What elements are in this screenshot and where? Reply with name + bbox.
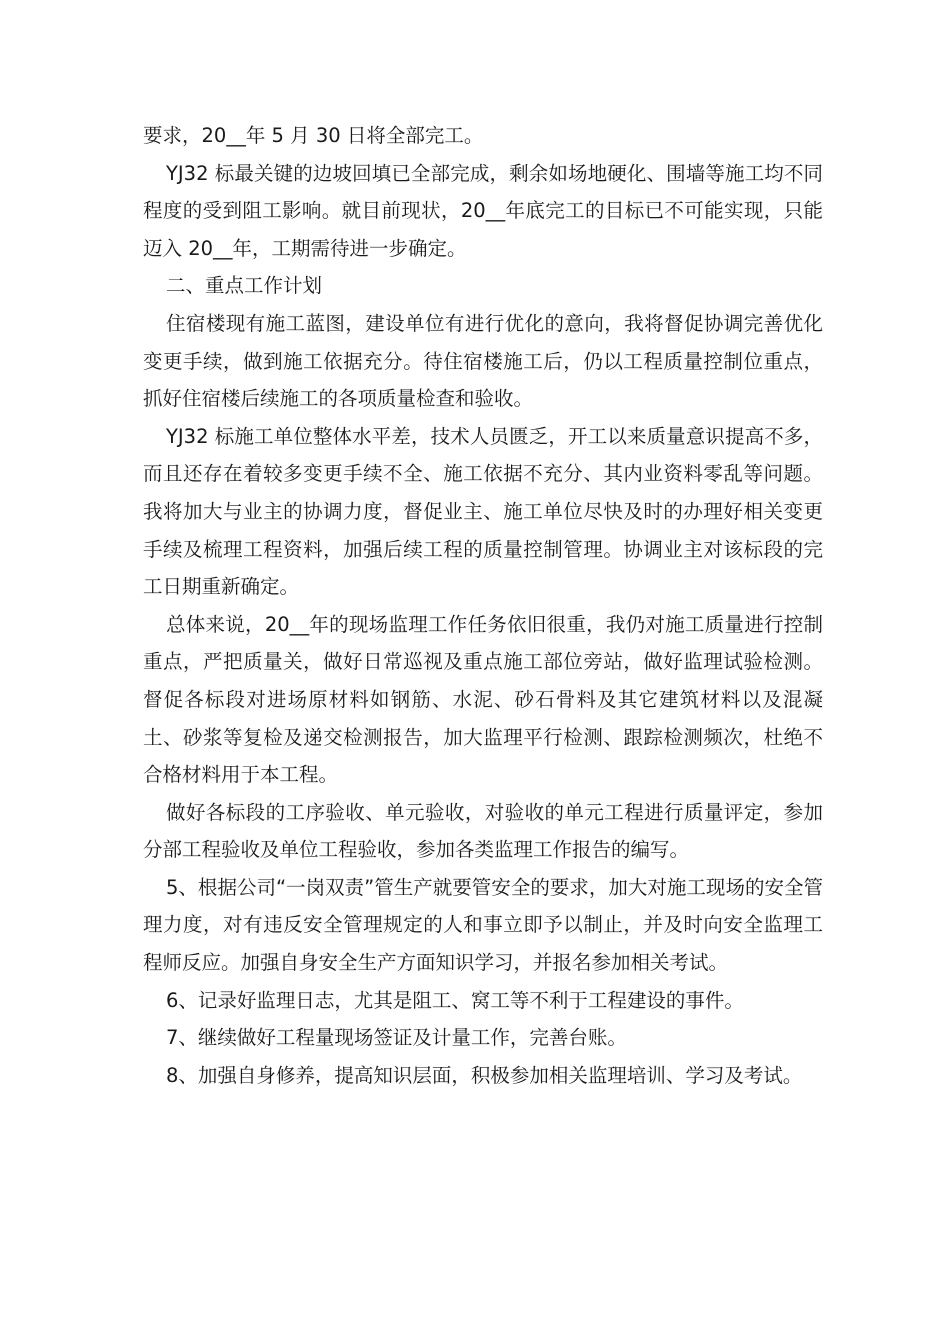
paragraph-4: YJ32 标施工单位整体水平差，技术人员匮乏，开工以来质量意识提高不多，而且还存在着较多变更手续不全、施工依据不充分、其内业资料零乱等问题。我将加大与业主的协调力度，督促业主、施工单位尽快及时的办理好相关变更手续及梳理工程资料，加强后续工程的质量控制管理。协调业主对该标段的完工日期重新确定。 bbox=[143, 424, 823, 599]
paragraph-8: 6、记录好监理日志，尤其是阻工、窝工等不利于工程建设的事件。 bbox=[166, 988, 744, 1012]
paragraph-5: 总体来说，20__年的现场监理工作任务依旧很重，我仍对施工质量进行控制重点，严把质量关，做好日常巡视及重点施工部位旁站，做好监理试验检测。督促各标段对进场原材料如钢筋、水泥、砂石骨料及其它建筑材料以及混凝土、砂浆等复检及递交检测报告，加大监理平行检测、跟踪检测频次，杜绝不合格材料用于本工程。 bbox=[143, 612, 823, 787]
paragraph-1: YJ32 标最关键的边坡回填已全部完成，剩余如场地硬化、围墙等施工均不同程度的受到阻工影响。就目前现状，20__年底完工的目标已不可能实现，只能迈入 20__年，工期需待进一步确定。 bbox=[143, 161, 823, 260]
paragraph-7: 5、根据公司“一岗双责”管生产就要管安全的要求，加大对施工现场的安全管理力度，对有违反安全管理规定的人和事立即予以制止，并及时向安全监理工程师反应。加强自身安全生产方面知识学习，并报名参加相关考试。 bbox=[143, 875, 823, 975]
paragraph-0: 要求，20__年 5 月 30 日将全部完工。 bbox=[143, 124, 484, 147]
paragraph-10: 8、加强自身修养，提高知识层面，积极参加相关监理培训、学习及考试。 bbox=[166, 1063, 803, 1087]
paragraph-3: 住宿楼现有施工蓝图，建设单位有进行优化的意向，我将督促协调完善优化变更手续，做到施工依据充分。待住宿楼施工后，仍以工程质量控制位重点，抓好住宿楼后续施工的各项质量检查和验收。 bbox=[143, 311, 823, 411]
paragraph-9: 7、继续做好工程量现场签证及计量工作，完善台账。 bbox=[166, 1026, 627, 1050]
section-heading-work-plan: 二、重点工作计划 bbox=[166, 274, 323, 298]
document-body bbox=[143, 117, 823, 1094]
paragraph-6: 做好各标段的工序验收、单元验收，对验收的单元工程进行质量评定，参加分部工程验收及单位工程验收，参加各类监理工作报告的编写。 bbox=[143, 800, 823, 862]
